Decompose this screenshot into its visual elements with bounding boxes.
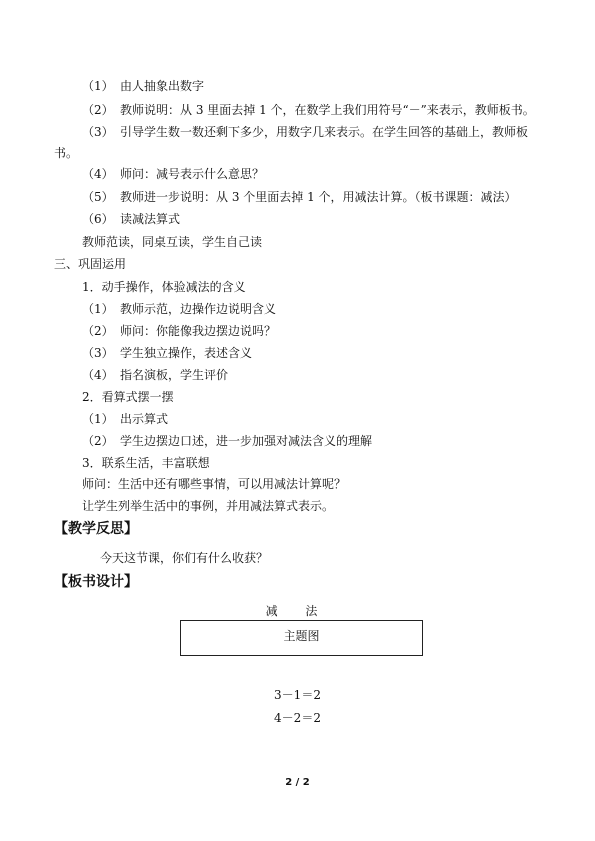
- step-item-3-continuation: 书。: [54, 146, 79, 160]
- item-text: 引导学生数一数还剩下多少，用数字几来表示。在学生回答的基础上，教师板: [120, 125, 529, 139]
- theme-picture-box: [180, 620, 423, 656]
- sub1-item-4: [82, 367, 228, 383]
- item-text: 教师进一步说明：从 3 个里面去掉 1 个，用减法计算。（板书课题：减法）: [120, 190, 517, 204]
- sub1-item-1: [82, 301, 276, 317]
- item-text: 教师说明：从 3 里面去掉 1 个，在数学上我们用符号“－”来表示，教师板书。: [120, 103, 535, 117]
- item-text: 学生独立操作，表述含义: [120, 346, 253, 360]
- sub2-item-2: [82, 433, 372, 449]
- reading-note: 教师范读，同桌互读，学生自己读: [82, 235, 263, 249]
- step-item-3: [82, 124, 528, 140]
- step-item-1: [82, 78, 204, 94]
- item-number: （2）: [82, 103, 114, 117]
- step-item-6: [82, 211, 180, 227]
- sub2-item-1: [82, 411, 168, 427]
- item-number: （2）: [82, 324, 114, 338]
- item-number: （3）: [82, 346, 114, 360]
- subsection-1-title: 1．动手操作，体验减法的含义: [82, 280, 246, 294]
- page-number: 2 / 2: [285, 777, 310, 788]
- reflection-text: 今天这节课，你们有什么收获？: [100, 551, 269, 565]
- item-number: （4）: [82, 368, 114, 382]
- item-number: （1）: [82, 79, 114, 93]
- step-item-5: [82, 189, 517, 205]
- subsection-2-title: 2．看算式摆一摆: [82, 390, 174, 404]
- item-text: 教师示范，边操作边说明含义: [120, 302, 277, 316]
- item-number: （5）: [82, 190, 114, 204]
- sub3-line-1: 师问：生活中还有哪些事情，可以用减法计算呢？: [82, 477, 347, 491]
- item-text: 指名演板，学生评价: [120, 368, 229, 382]
- theme-picture-label: 主题图: [283, 629, 320, 643]
- equation-2: 4－2＝2: [274, 711, 321, 725]
- item-text: 读减法算式: [120, 212, 181, 226]
- board-title: 减 法: [265, 604, 330, 618]
- sub1-item-2: [82, 323, 276, 339]
- sub1-item-3: [82, 345, 252, 361]
- reflection-heading: 【教学反思】: [54, 521, 138, 537]
- item-number: （4）: [82, 167, 114, 181]
- item-number: （1）: [82, 302, 114, 316]
- item-number: （2）: [82, 434, 114, 448]
- board-heading: 【板书设计】: [54, 574, 138, 590]
- equation-1: 3－1＝2: [274, 688, 321, 702]
- item-text: 师问：减号表示什么意思？: [120, 167, 265, 181]
- subsection-3-title: 3．联系生活，丰富联想: [82, 456, 210, 470]
- item-number: （3）: [82, 125, 114, 139]
- section-title: 三、巩固运用: [54, 257, 127, 271]
- item-text: 由人抽象出数字: [120, 79, 205, 93]
- item-text: 学生边摆边口述，进一步加强对减法含义的理解: [120, 434, 373, 448]
- item-number: （1）: [82, 412, 114, 426]
- step-item-2: [82, 102, 535, 118]
- step-item-4: [82, 166, 264, 182]
- item-number: （6）: [82, 212, 114, 226]
- item-text: 出示算式: [120, 412, 169, 426]
- item-text: 师问：你能像我边摆边说吗？: [120, 324, 277, 338]
- sub3-line-2: 让学生列举生活中的事例，并用减法算式表示。: [82, 499, 335, 513]
